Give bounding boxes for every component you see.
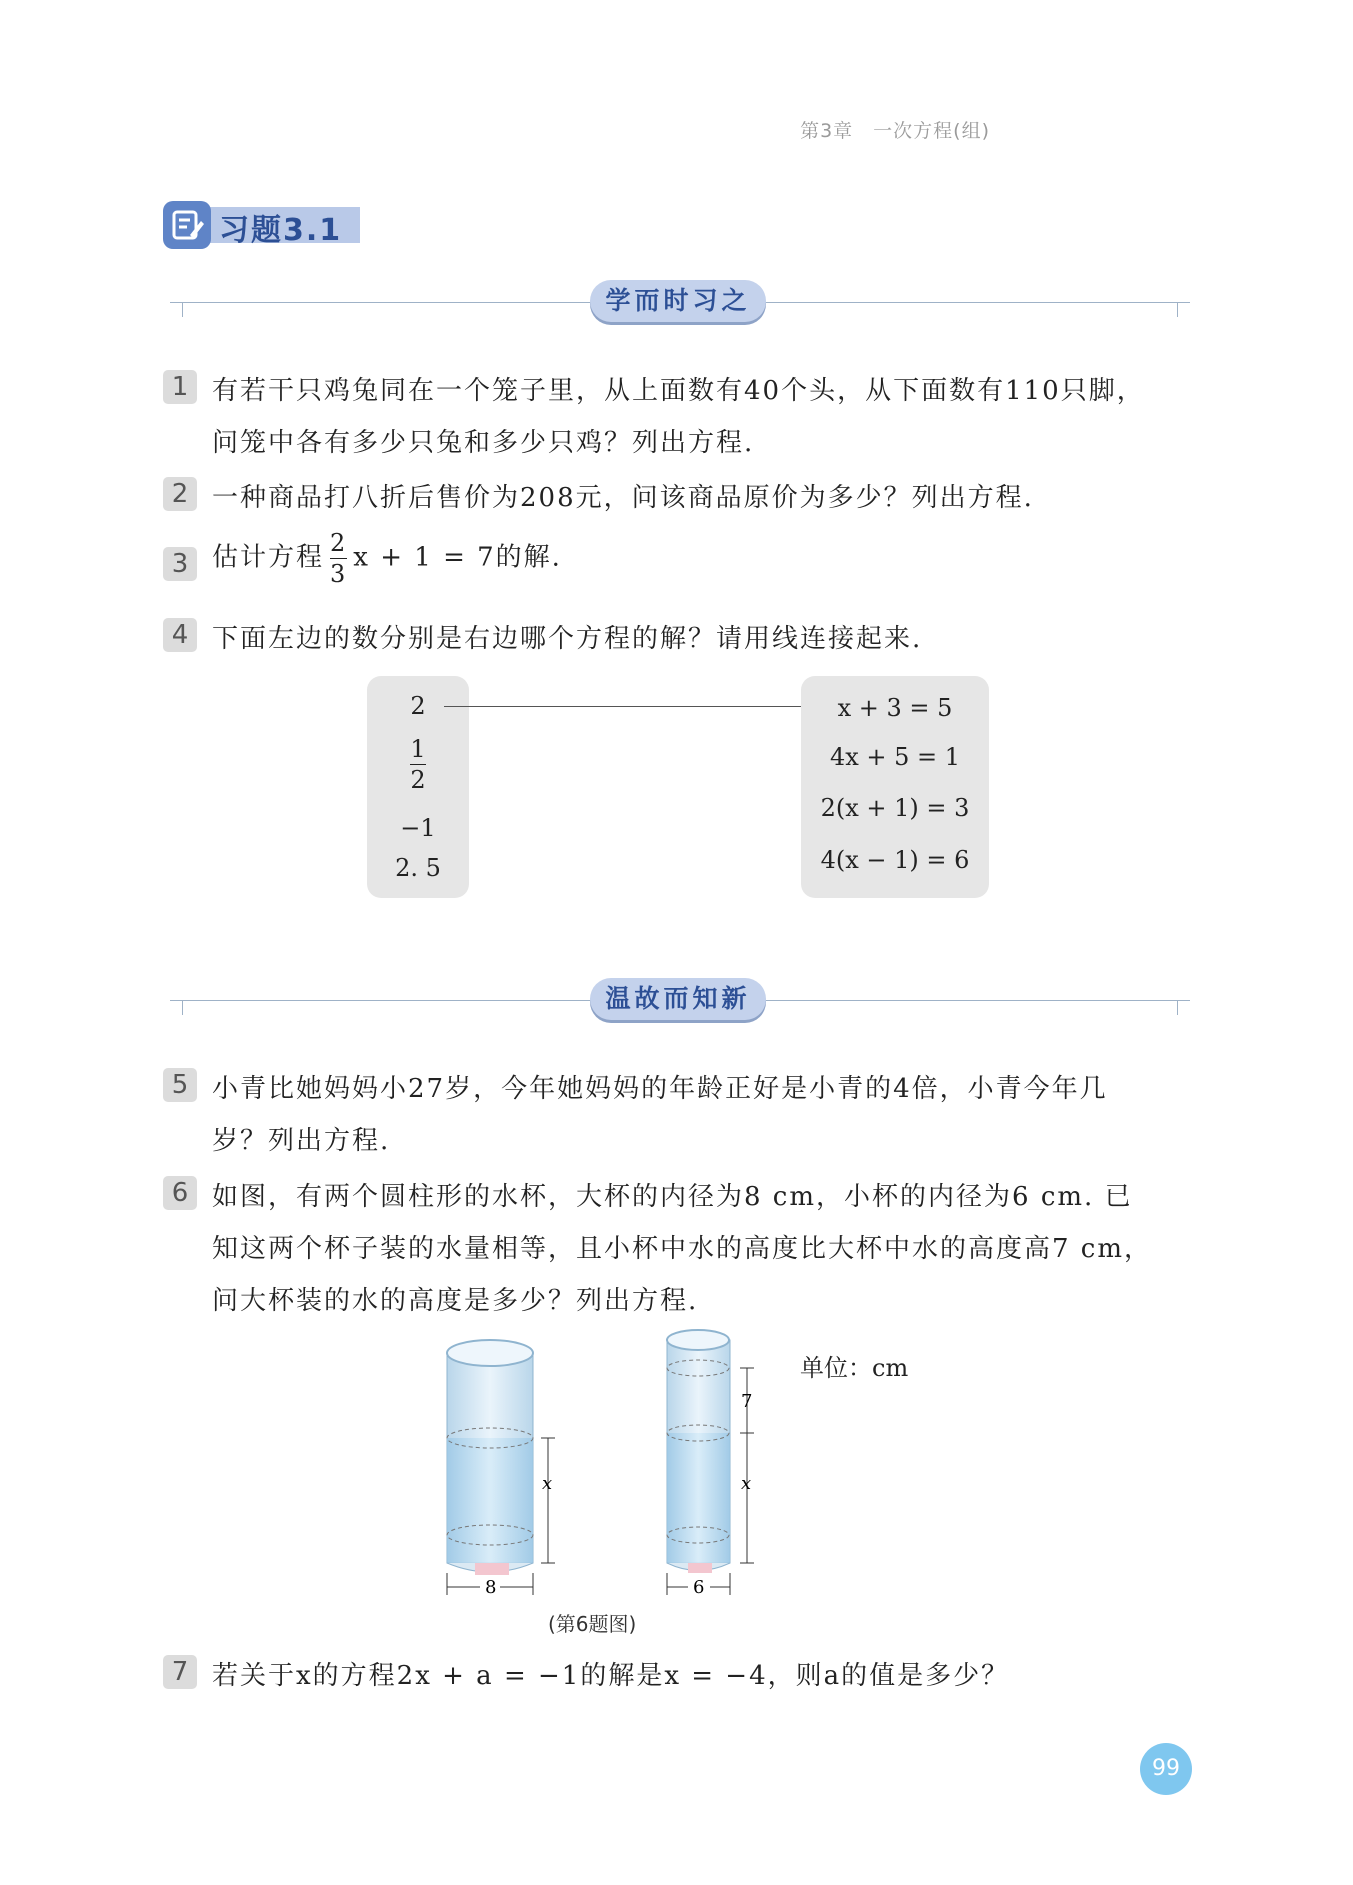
section-divider-1 [170,286,1190,320]
section-label-1: 学而时习之 [590,280,766,322]
problem-6-line-1: 如图，有两个圆柱形的水杯，大杯的内径为8 cm，小杯的内径为6 cm. 已 [212,1182,1133,1212]
left-values-box [367,676,469,898]
pencil-note-icon [163,201,211,249]
fraction-denominator: 3 [330,560,348,588]
problem-number-6: 6 [163,1176,197,1210]
left-value-2 [367,734,469,795]
left-fraction-denominator: 2 [410,766,426,794]
chapter-header: 第3章 一次方程(组) [800,120,990,142]
connecting-line [444,706,816,707]
problem-3-suffix: x + 1 = 7的解. [353,542,562,573]
big-cup-diameter-label: 8 [485,1577,497,1595]
problem-4-text: 下面左边的数分别是右边哪个方程的解？请用线连接起来. [212,624,923,654]
problem-number-4: 4 [163,618,197,652]
problem-number-3: 3 [163,547,197,581]
fraction-two-thirds [328,528,349,589]
problem-6-line-3: 问大杯装的水的高度是多少？列出方程. [212,1286,699,1316]
small-cup [667,1330,754,1595]
figure-caption: (第6题图) [548,1612,637,1636]
problem-6-line-2: 知这两个杯子装的水量相等，且小杯中水的高度比大杯中水的高度高7 cm， [212,1234,1153,1264]
right-equation-3: 2(x + 1) = 3 [820,794,970,822]
problem-number-2: 2 [163,477,197,511]
exercise-title: 习题3.1 [219,213,343,248]
small-cup-diameter-label: 6 [693,1577,705,1595]
problem-5-line-2: 岁？列出方程. [212,1126,391,1156]
right-equation-1: x + 3 = 5 [837,694,953,722]
problem-5-line-1: 小青比她妈妈小27岁，今年她妈妈的年龄正好是小青的4倍，小青今年几 [212,1074,1108,1104]
small-cup-height-label: x [741,1473,752,1494]
left-fraction-numerator: 1 [410,735,426,763]
big-cup-height-label: x [542,1473,553,1494]
left-value-3: −1 [400,814,436,842]
fraction-numerator: 2 [330,529,348,557]
problem-2-text: 一种商品打八折后售价为208元，问该商品原价为多少？列出方程. [212,483,1034,513]
page-number-badge [1140,1743,1192,1795]
problem-1-line-1: 有若干只鸡兔同在一个笼子里，从上面数有40个头，从下面数有110只脚， [212,376,1145,406]
problem-1-line-2: 问笼中各有多少只兔和多少只鸡？列出方程. [212,428,755,458]
exercise-badge [163,201,360,248]
right-equation-2: 4x + 5 = 1 [829,743,961,771]
left-value-4: 2. 5 [395,854,441,882]
problem-3-text [212,528,562,589]
big-cup [447,1340,555,1595]
figure-unit-label: 单位：cm [800,1354,909,1382]
problem-number-7: 7 [163,1655,197,1689]
problem-number-1: 1 [163,370,197,404]
section-divider-2 [170,984,1190,1018]
page-number: 99 [1152,1756,1180,1781]
small-cup-top-label: 7 [741,1391,753,1412]
cups-figure [430,1325,770,1595]
left-value-1: 2 [410,692,426,720]
problem-7-text: 若关于x的方程2x + a = −1的解是x = −4，则a的值是多少？ [212,1661,1010,1691]
section-label-2: 温故而知新 [590,978,766,1020]
problem-number-5: 5 [163,1068,197,1102]
right-equation-4: 4(x − 1) = 6 [820,846,970,874]
right-equations-box [801,676,989,898]
problem-3-prefix: 估计方程 [212,542,325,573]
